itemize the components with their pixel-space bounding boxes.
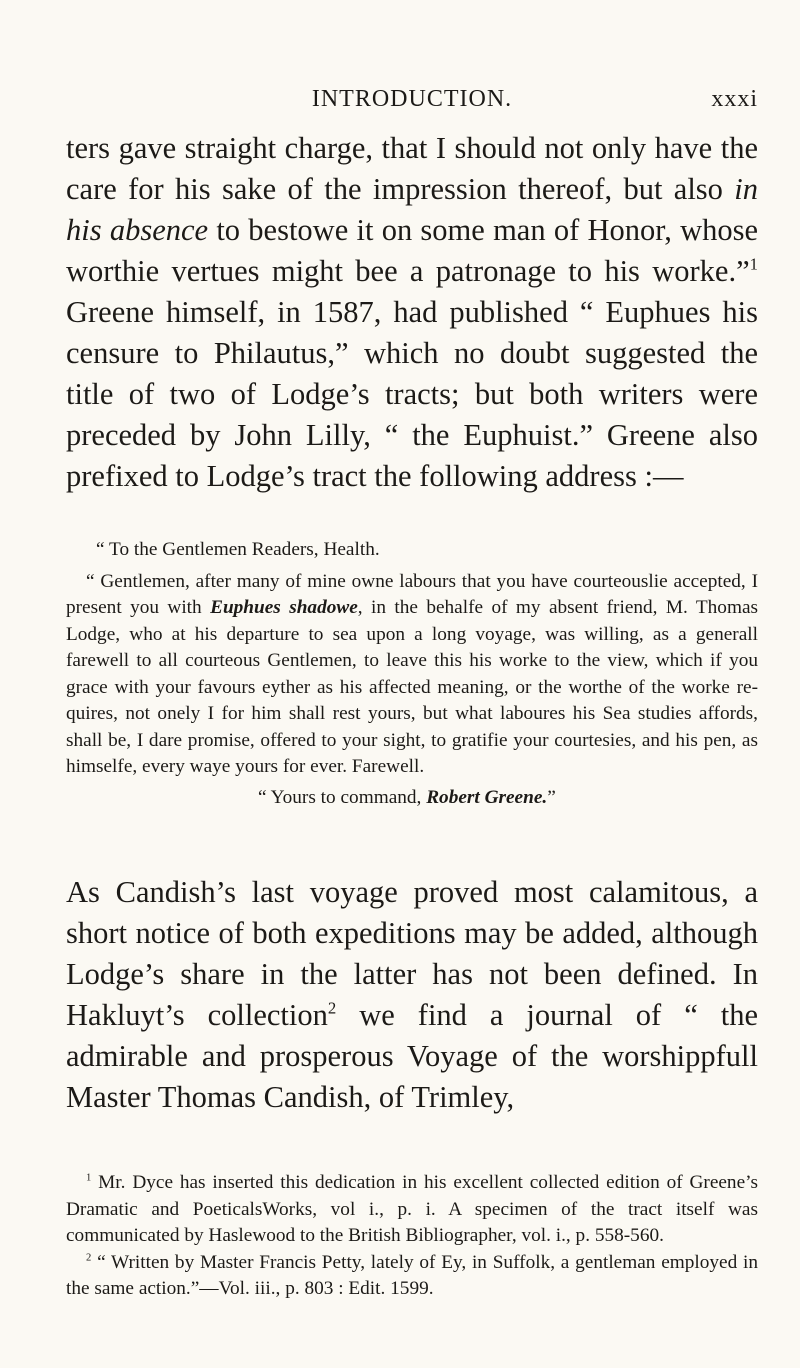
quote-body-text-a: “ Gentlemen, after many of mine owne labours that you have courteouslie accepted, I present you with — [66, 570, 758, 618]
paragraph-2-text-a: As Candish’s last voyage proved most calamitous, a short notice of both expeditions may be added, although Lodge’s share in the latter has not been defined. In Hakluyt’s collection — [66, 875, 758, 1032]
paragraph-1-text-b: to bestowe it on some man of Honor, whose worthie vertues might bee a patronage to his worke.” — [66, 213, 758, 288]
paragraph-2 — [66, 872, 758, 1118]
footnote-marker-2: 2 — [86, 1252, 92, 1264]
footnote-2-text: “ Written by Master Francis Petty, lately of Ey, in Suffolk, a gentleman employed in the same action.”—Vol. iii., p. 803 : Edit. 1599. — [66, 1251, 758, 1299]
paragraph-2-text-b: we find a journal of “ the admirable and prosperous Voyage of the worshippfull Master Thomas Candish, of Trimley, — [66, 998, 758, 1114]
paragraph-1-italic: in his absence — [66, 172, 758, 247]
quote-body-italic: Euphues shadowe — [210, 597, 358, 618]
footnote-ref-1[interactable]: 1 — [749, 254, 758, 274]
footnote-1 — [66, 1170, 758, 1250]
quote-heading: “ To the Gentlemen Readers, Health. — [96, 539, 380, 560]
quote-body-text-b: , in the behalfe of my absent friend, M. Thomas Lodge, who at his departure to sea upon a long voyage, was willing, as a generall farewell to all courteous Gentlemen, to leave this his worke to the view, which if you grace with your favours eyther as his affected meaning, or the worthe of the worke requires, not onely I for him shall rest yours, but what laboures his Sea studies affords, shall be, I dare promise, offered to your sight, to gratifie your courtesies, and his pen, as himselfe, every waye yours for ever. Farewell. — [66, 597, 759, 777]
main-text-2 — [66, 872, 758, 1118]
signature-close: ” — [547, 786, 556, 808]
main-text — [66, 128, 758, 497]
running-header — [66, 86, 758, 116]
running-title: INTRODUCTION. — [311, 86, 513, 112]
page-number: xxxi — [711, 86, 758, 112]
footnotes — [66, 1170, 758, 1303]
signature-text: “ Yours to command, — [258, 786, 427, 808]
paragraph-1-text-c: Greene himself, in 1587, had published “ Euphues his censure to Philautus,” which no doubt suggested the title of two of Lodge’s tracts; but both writers were preceded by John Lilly, “ the Euphuist.” Greene also prefixed to Lodge’s tract the following address :— — [66, 295, 758, 493]
footnote-1-text: Mr. Dyce has inserted this dedication in his excellent collected edition of Greene’s Dramatic and PoeticalsWorks, vol i., p. i. A specimen of the tract itself was communicated by Haslewood to the British Bibliographer, vol. i., p. 558-560. — [66, 1172, 758, 1246]
footnote-ref-2[interactable]: 2 — [327, 998, 337, 1018]
footnote-marker-1: 1 — [86, 1172, 92, 1184]
footnote-2 — [66, 1250, 758, 1303]
paragraph-1 — [66, 128, 758, 497]
block-quote — [66, 537, 758, 811]
signature-name: Robert Greene. — [426, 786, 548, 808]
quote-signature — [66, 785, 758, 812]
paragraph-1-text-a: ters gave straight charge, that I should not only have the care for his sake of the impression thereof, but also — [66, 131, 758, 206]
quote-body — [66, 569, 758, 781]
